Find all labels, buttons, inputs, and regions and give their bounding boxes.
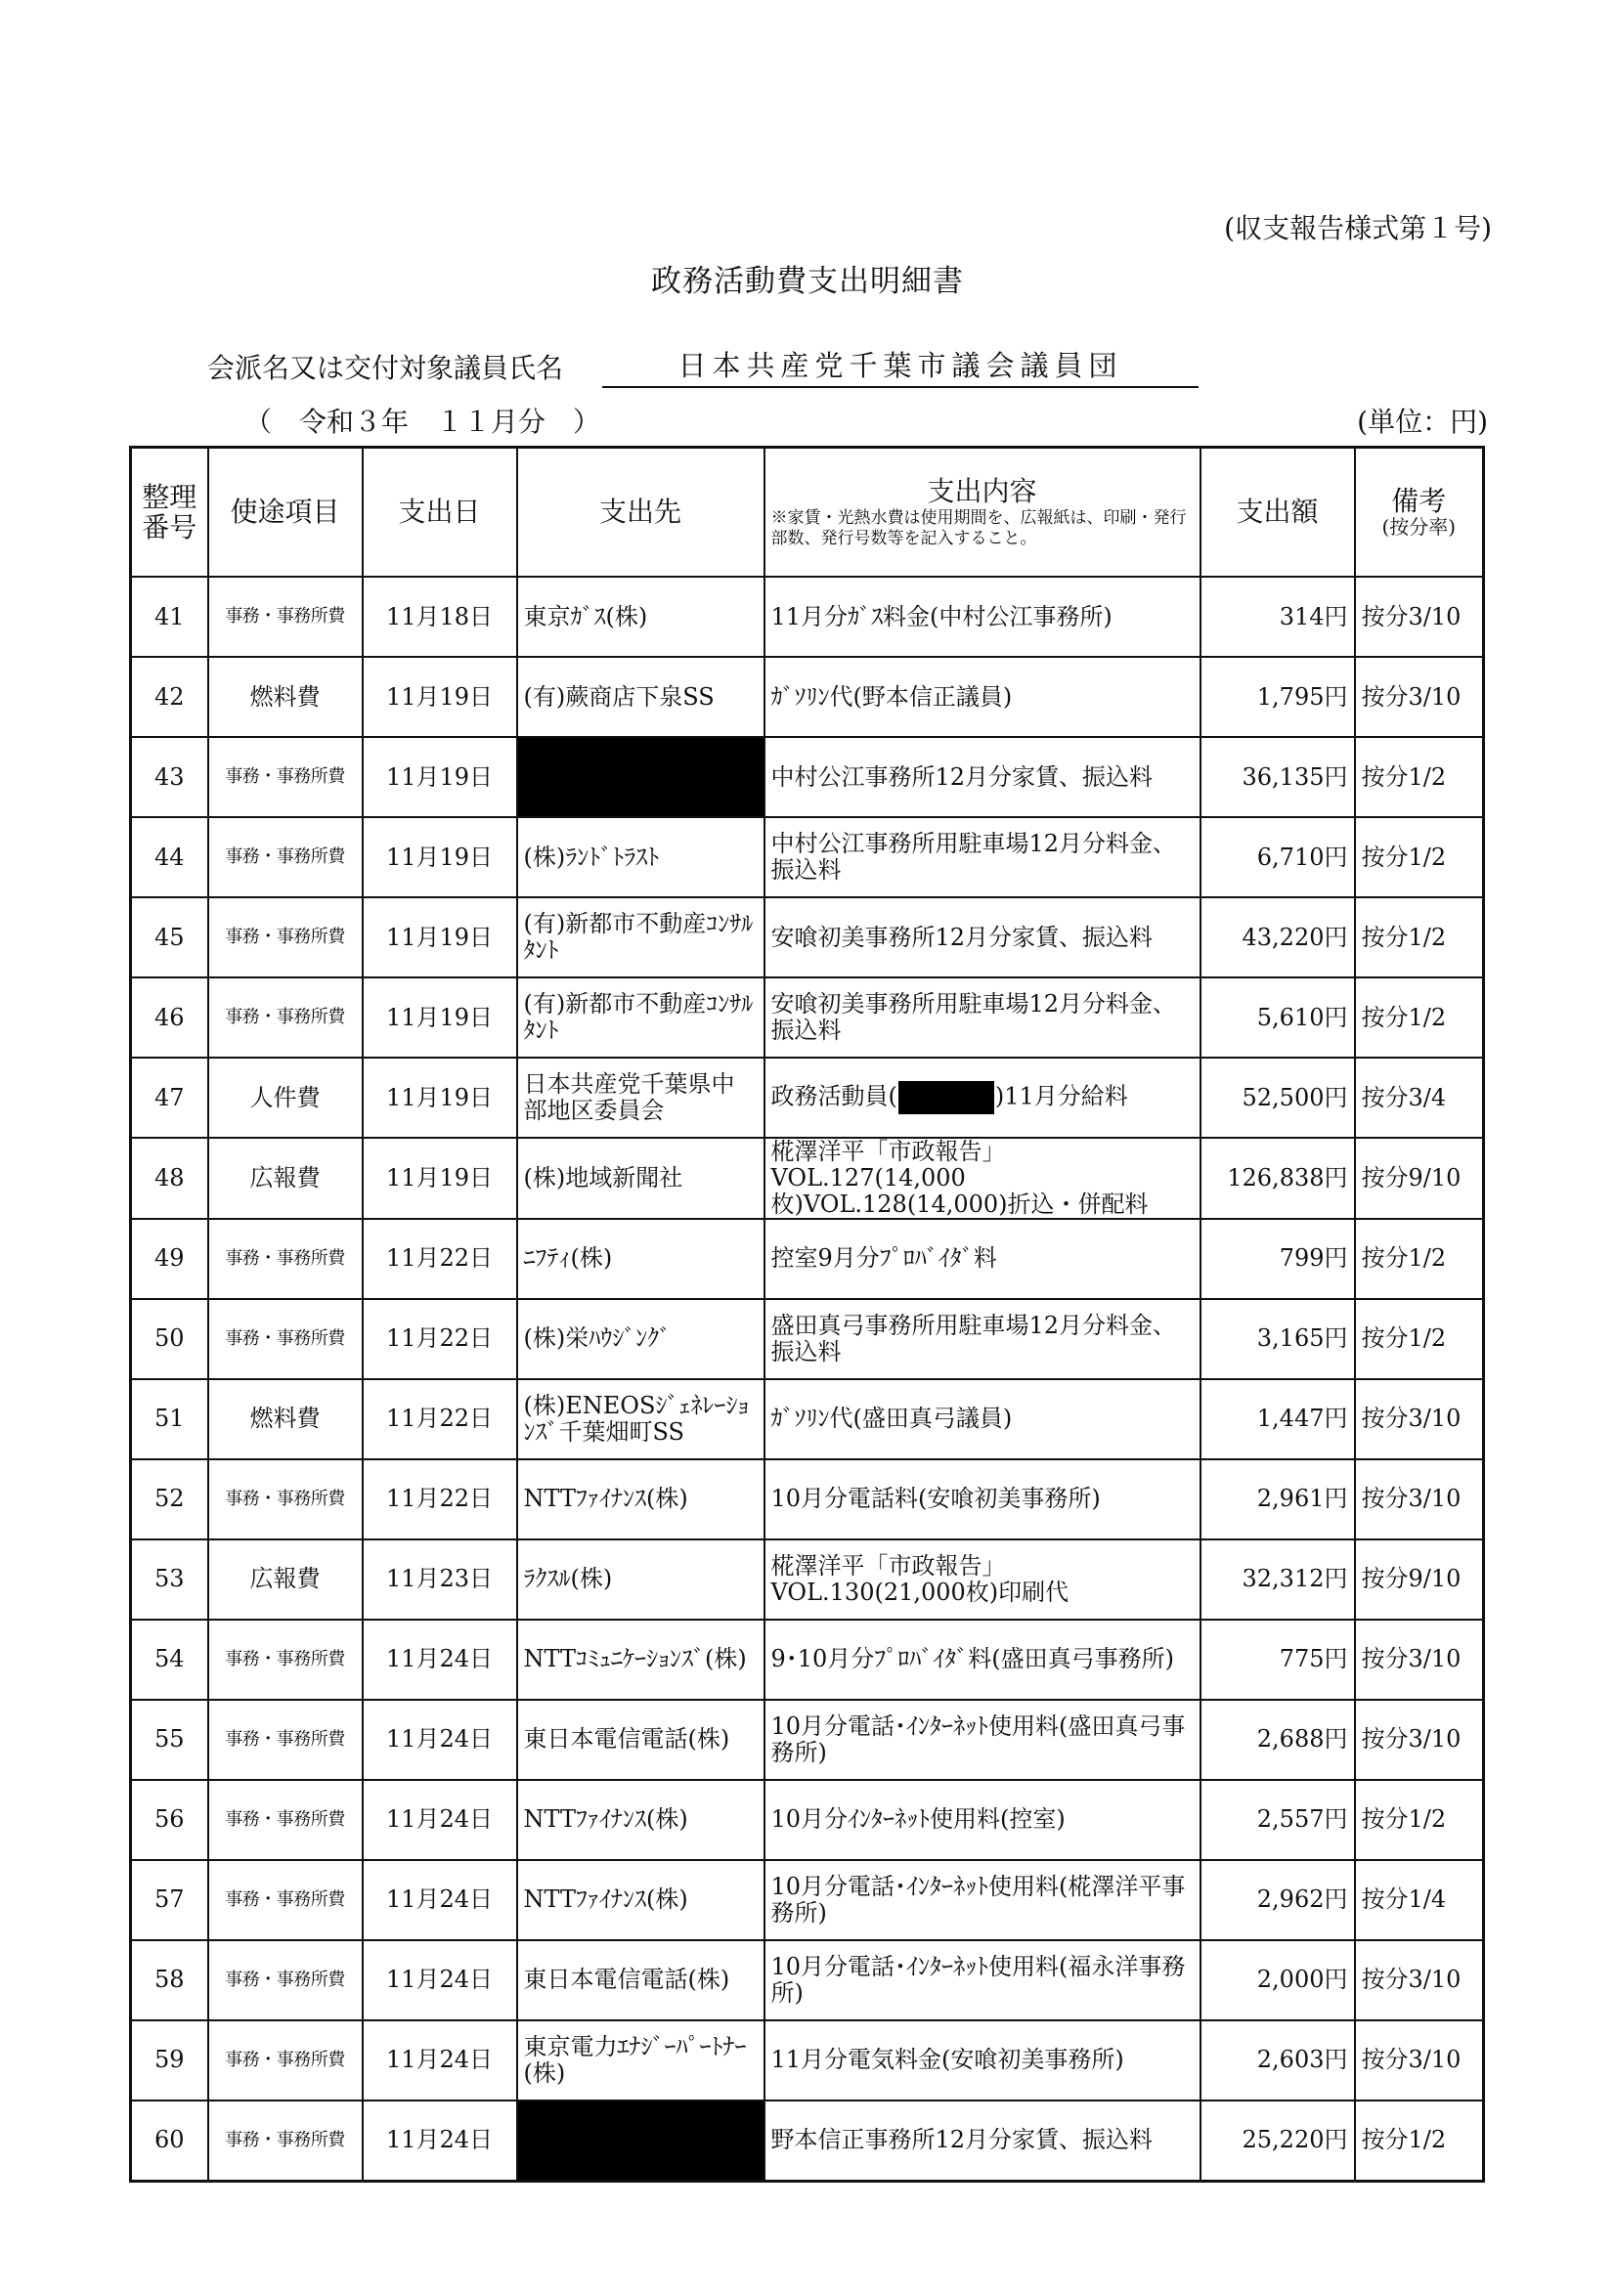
row-payee: NTTｺﾐｭﾆｹｰｼｮﾝｽﾞ(株): [517, 1620, 764, 1700]
table-row: [131, 657, 1484, 737]
row-purpose: 広報費: [208, 1539, 363, 1620]
row-date: 11月19日: [363, 977, 517, 1058]
row-amount: 799円: [1200, 1219, 1355, 1299]
row-no: 55: [131, 1700, 208, 1780]
table-row: [131, 817, 1484, 897]
row-payee: 東京電力ｴﾅｼﾞｰﾊﾟｰﾄﾅｰ(株): [517, 2020, 764, 2101]
row-content: 椛澤洋平「市政報告」VOL.130(21,000枚)印刷代: [764, 1539, 1200, 1620]
group-name: 日本共産党千葉市議会議員団: [602, 344, 1199, 388]
table-row: [131, 1138, 1484, 1219]
row-remark: 按分1/4: [1355, 1860, 1484, 1940]
row-purpose: 事務・事務所費: [208, 1620, 363, 1700]
row-purpose: 事務・事務所費: [208, 897, 363, 977]
col-header-no: 整理番号: [131, 448, 208, 578]
row-content: 10月分電話料(安喰初美事務所): [764, 1459, 1200, 1539]
row-date: 11月22日: [363, 1379, 517, 1459]
row-purpose: 事務・事務所費: [208, 817, 363, 897]
document-title: 政務活動費支出明細書: [651, 264, 964, 299]
row-date: 11月23日: [363, 1539, 517, 1620]
report-period: （ 令和３年 １１月分 ）: [244, 406, 601, 438]
row-amount: 775円: [1200, 1620, 1355, 1700]
row-amount: 3,165円: [1200, 1299, 1355, 1379]
row-content: ｶﾞｿﾘﾝ代(盛田真弓議員): [764, 1379, 1200, 1459]
table-row: [131, 1299, 1484, 1379]
row-content: 10月分電話･ｲﾝﾀｰﾈｯﾄ使用料(椛澤洋平事務所): [764, 1860, 1200, 1940]
row-payee: NTTﾌｧｲﾅﾝｽ(株): [517, 1459, 764, 1539]
row-no: 59: [131, 2020, 208, 2101]
row-date: 11月24日: [363, 2020, 517, 2101]
row-purpose: 事務・事務所費: [208, 1700, 363, 1780]
row-content-prefix: 政務活動員(: [770, 1082, 897, 1110]
row-purpose: 事務・事務所費: [208, 2101, 363, 2182]
row-no: 56: [131, 1780, 208, 1860]
row-remark: 按分3/10: [1355, 2020, 1484, 2101]
col-header-amount: 支出額: [1200, 448, 1355, 578]
row-date: 11月24日: [363, 1620, 517, 1700]
row-content: ｶﾞｿﾘﾝ代(野本信正議員): [764, 657, 1200, 737]
form-number: (収支報告様式第１号): [1224, 212, 1492, 244]
row-no: 41: [131, 577, 208, 657]
table-row: [131, 1940, 1484, 2020]
row-amount: 5,610円: [1200, 977, 1355, 1058]
row-amount: 2,961円: [1200, 1459, 1355, 1539]
row-remark: 按分1/2: [1355, 2101, 1484, 2182]
row-amount: 36,135円: [1200, 737, 1355, 817]
table-row: [131, 1459, 1484, 1539]
table-row: [131, 977, 1484, 1058]
row-content: 椛澤洋平「市政報告」VOL.127(14,000枚)VOL.128(14,000)折込・併配料: [764, 1138, 1200, 1219]
table-row: [131, 1860, 1484, 1940]
row-content: 11月分ｶﾞｽ料金(中村公江事務所): [764, 577, 1200, 657]
redaction-block: [898, 1081, 994, 1114]
row-no: 58: [131, 1940, 208, 2020]
row-content: 野本信正事務所12月分家賃、振込料: [764, 2101, 1200, 2182]
row-remark: 按分9/10: [1355, 1539, 1484, 1620]
col-header-content: [764, 448, 1200, 578]
unit-label: (単位：円): [1357, 406, 1488, 438]
col-header-date: 支出日: [363, 448, 517, 578]
expenditure-table: [129, 446, 1485, 2183]
content-header-note: ※家賃・光熱水費は使用期間を、広報紙は、印刷・発行部数、発行号数等を記入すること。: [770, 508, 1187, 548]
row-payee: (株)ﾗﾝﾄﾞﾄﾗｽﾄ: [517, 817, 764, 897]
row-date: 11月24日: [363, 1940, 517, 2020]
row-payee: NTTﾌｧｲﾅﾝｽ(株): [517, 1780, 764, 1860]
row-no: 49: [131, 1219, 208, 1299]
table-row: [131, 1780, 1484, 1860]
table-row: [131, 1620, 1484, 1700]
row-content: 中村公江事務所用駐車場12月分料金、振込料: [764, 817, 1200, 897]
row-date: 11月19日: [363, 1058, 517, 1138]
row-no: 51: [131, 1379, 208, 1459]
row-purpose: 人件費: [208, 1058, 363, 1138]
row-remark: 按分3/10: [1355, 1379, 1484, 1459]
table-header-row: [131, 448, 1484, 578]
row-remark: 按分1/2: [1355, 1219, 1484, 1299]
row-content: 安喰初美事務所12月分家賃、振込料: [764, 897, 1200, 977]
row-payee: ﾆﾌﾃｨ(株): [517, 1219, 764, 1299]
row-no: 57: [131, 1860, 208, 1940]
row-content: 盛田真弓事務所用駐車場12月分料金、振込料: [764, 1299, 1200, 1379]
row-no: 53: [131, 1539, 208, 1620]
row-payee: (有)蕨商店下泉SS: [517, 657, 764, 737]
table-row: [131, 1700, 1484, 1780]
row-no: 45: [131, 897, 208, 977]
row-remark: 按分3/10: [1355, 1620, 1484, 1700]
row-date: 11月22日: [363, 1459, 517, 1539]
row-content: 10月分電話･ｲﾝﾀｰﾈｯﾄ使用料(盛田真弓事務所): [764, 1700, 1200, 1780]
row-no: 46: [131, 977, 208, 1058]
row-remark: 按分3/10: [1355, 1459, 1484, 1539]
row-content: 11月分電気料金(安喰初美事務所): [764, 2020, 1200, 2101]
row-purpose: 事務・事務所費: [208, 1940, 363, 2020]
row-payee: (有)新都市不動産ｺﾝｻﾙﾀﾝﾄ: [517, 977, 764, 1058]
row-payee-redacted: [517, 737, 764, 817]
row-remark: 按分3/10: [1355, 657, 1484, 737]
row-amount: 314円: [1200, 577, 1355, 657]
table-row: [131, 1539, 1484, 1620]
row-purpose: 広報費: [208, 1138, 363, 1219]
row-amount: 2,557円: [1200, 1780, 1355, 1860]
row-purpose: 燃料費: [208, 1379, 363, 1459]
row-payee: (株)地域新聞社: [517, 1138, 764, 1219]
row-amount: 6,710円: [1200, 817, 1355, 897]
row-remark: 按分3/10: [1355, 1940, 1484, 2020]
row-purpose: 事務・事務所費: [208, 977, 363, 1058]
row-purpose: 事務・事務所費: [208, 1459, 363, 1539]
remark-header-label: 備考: [1391, 485, 1447, 518]
row-purpose: 燃料費: [208, 657, 363, 737]
row-date: 11月18日: [363, 577, 517, 657]
table-row: [131, 737, 1484, 817]
table-row: [131, 1058, 1484, 1138]
row-no: 44: [131, 817, 208, 897]
table-row: [131, 2101, 1484, 2182]
content-header-label: 支出内容: [927, 474, 1037, 507]
row-content: 控室9月分ﾌﾟﾛﾊﾞｲﾀﾞ料: [764, 1219, 1200, 1299]
row-amount: 1,447円: [1200, 1379, 1355, 1459]
row-purpose: 事務・事務所費: [208, 577, 363, 657]
table-row: [131, 897, 1484, 977]
row-no: 60: [131, 2101, 208, 2182]
row-remark: 按分1/2: [1355, 737, 1484, 817]
col-header-payee: 支出先: [517, 448, 764, 578]
row-remark: 按分3/10: [1355, 577, 1484, 657]
table-row: [131, 1379, 1484, 1459]
row-remark: 按分1/2: [1355, 977, 1484, 1058]
col-header-remark: [1355, 448, 1484, 578]
row-date: 11月24日: [363, 1700, 517, 1780]
row-payee: (株)栄ﾊｳｼﾞﾝｸﾞ: [517, 1299, 764, 1379]
row-date: 11月24日: [363, 1860, 517, 1940]
row-date: 11月24日: [363, 1780, 517, 1860]
row-date: 11月22日: [363, 1219, 517, 1299]
row-date: 11月19日: [363, 897, 517, 977]
row-remark: 按分1/2: [1355, 1299, 1484, 1379]
row-payee: 東京ｶﾞｽ(株): [517, 577, 764, 657]
row-remark: 按分3/10: [1355, 1700, 1484, 1780]
table-row: [131, 2020, 1484, 2101]
row-purpose: 事務・事務所費: [208, 737, 363, 817]
group-label: 会派名又は交付対象議員氏名: [207, 352, 564, 384]
row-date: 11月19日: [363, 1138, 517, 1219]
row-amount: 43,220円: [1200, 897, 1355, 977]
row-date: 11月19日: [363, 737, 517, 817]
row-payee: (株)ENEOSｼﾞｪﾈﾚｰｼｮﾝｽﾞ千葉畑町SS: [517, 1379, 764, 1459]
row-no: 54: [131, 1620, 208, 1700]
row-date: 11月24日: [363, 2101, 517, 2182]
row-amount: 1,795円: [1200, 657, 1355, 737]
row-no: 52: [131, 1459, 208, 1539]
row-purpose: 事務・事務所費: [208, 1780, 363, 1860]
row-content: [764, 1058, 1200, 1138]
col-header-purpose: 使途項目: [208, 448, 363, 578]
row-purpose: 事務・事務所費: [208, 2020, 363, 2101]
row-content: 中村公江事務所12月分家賃、振込料: [764, 737, 1200, 817]
row-content: 9･10月分ﾌﾟﾛﾊﾞｲﾀﾞ料(盛田真弓事務所): [764, 1620, 1200, 1700]
row-amount: 126,838円: [1200, 1138, 1355, 1219]
row-payee: 東日本電信電話(株): [517, 1700, 764, 1780]
row-payee: NTTﾌｧｲﾅﾝｽ(株): [517, 1860, 764, 1940]
row-payee: (有)新都市不動産ｺﾝｻﾙﾀﾝﾄ: [517, 897, 764, 977]
row-remark: 按分9/10: [1355, 1138, 1484, 1219]
row-no: 42: [131, 657, 208, 737]
row-payee: 日本共産党千葉県中部地区委員会: [517, 1058, 764, 1138]
row-payee: ﾗｸｽﾙ(株): [517, 1539, 764, 1620]
row-amount: 2,962円: [1200, 1860, 1355, 1940]
row-payee: 東日本電信電話(株): [517, 1940, 764, 2020]
row-remark: 按分1/2: [1355, 817, 1484, 897]
row-no: 48: [131, 1138, 208, 1219]
row-no: 50: [131, 1299, 208, 1379]
row-no: 43: [131, 737, 208, 817]
remark-header-sub: (按分率): [1381, 515, 1457, 540]
row-content: 安喰初美事務所用駐車場12月分料金、振込料: [764, 977, 1200, 1058]
row-date: 11月22日: [363, 1299, 517, 1379]
row-content-suffix: )11月分給料: [994, 1082, 1128, 1110]
row-remark: 按分1/2: [1355, 897, 1484, 977]
row-no: 47: [131, 1058, 208, 1138]
row-purpose: 事務・事務所費: [208, 1219, 363, 1299]
row-amount: 32,312円: [1200, 1539, 1355, 1620]
table-row: [131, 577, 1484, 657]
row-amount: 52,500円: [1200, 1058, 1355, 1138]
row-amount: 2,688円: [1200, 1700, 1355, 1780]
row-content: 10月分ｲﾝﾀｰﾈｯﾄ使用料(控室): [764, 1780, 1200, 1860]
row-purpose: 事務・事務所費: [208, 1860, 363, 1940]
row-purpose: 事務・事務所費: [208, 1299, 363, 1379]
row-date: 11月19日: [363, 817, 517, 897]
row-amount: 25,220円: [1200, 2101, 1355, 2182]
row-remark: 按分1/2: [1355, 1780, 1484, 1860]
row-date: 11月19日: [363, 657, 517, 737]
row-amount: 2,603円: [1200, 2020, 1355, 2101]
row-content: 10月分電話･ｲﾝﾀｰﾈｯﾄ使用料(福永洋事務所): [764, 1940, 1200, 2020]
row-payee-redacted: [517, 2101, 764, 2182]
table-row: [131, 1219, 1484, 1299]
row-remark: 按分3/4: [1355, 1058, 1484, 1138]
row-amount: 2,000円: [1200, 1940, 1355, 2020]
